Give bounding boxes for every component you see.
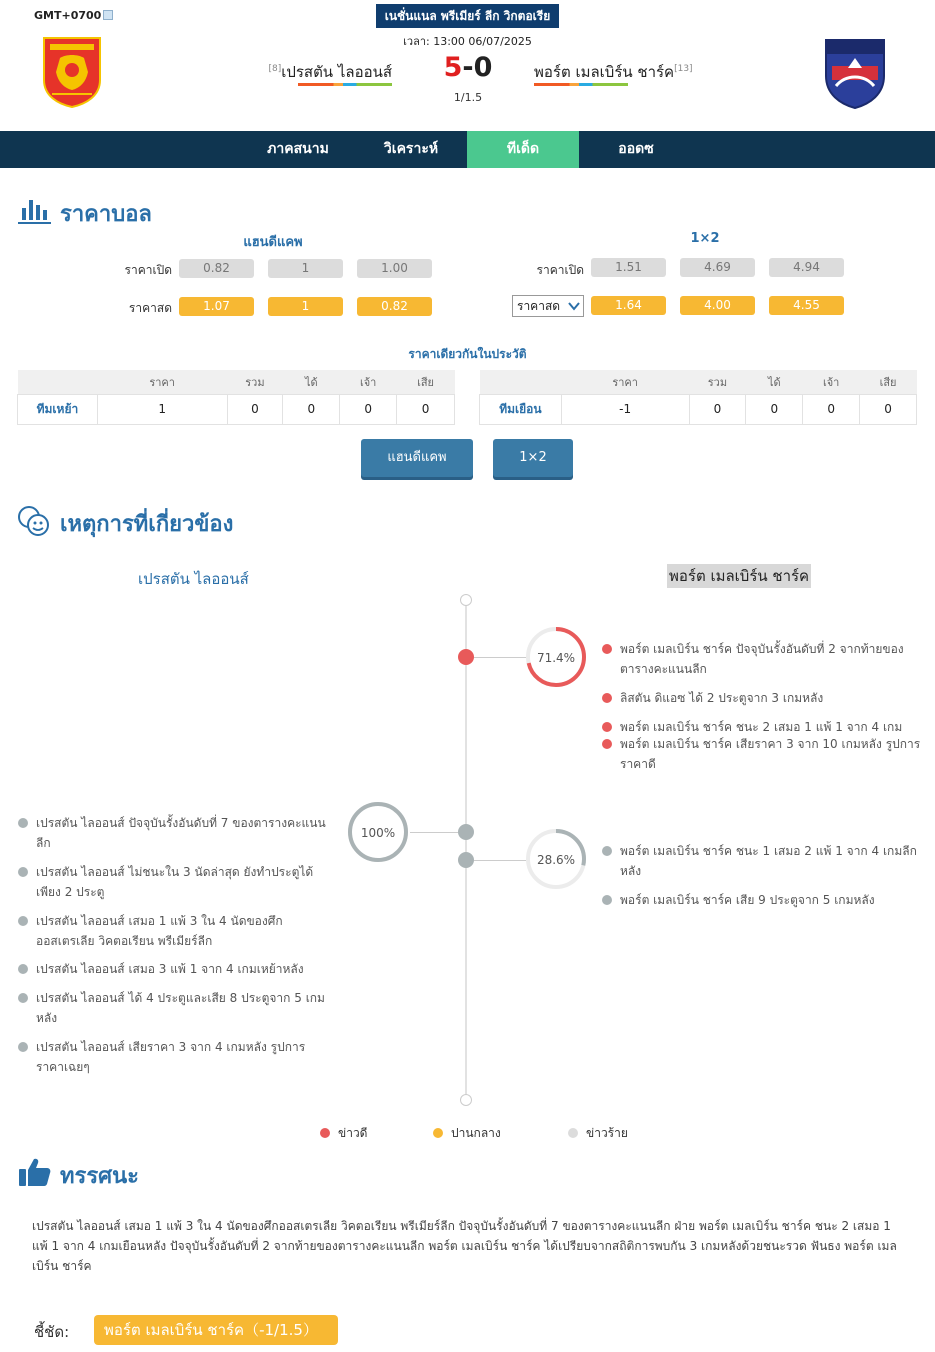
away-team-name[interactable]: พอร์ต เมลเบิร์น ชาร์ค[13] <box>534 63 693 81</box>
x12-live-draw: 4.00 <box>680 296 755 315</box>
x12-button[interactable]: 1×2 <box>493 439 573 477</box>
bad-news-dot <box>568 1128 578 1138</box>
bad-news-dot <box>18 818 28 828</box>
tab-analysis[interactable]: วิเคราะห์ <box>383 141 439 157</box>
history-header-loss: เสีย <box>860 370 917 394</box>
history-header-win: ได้ <box>746 370 803 394</box>
handicap-live-away: 0.82 <box>357 297 432 316</box>
history-cell: 1 <box>97 394 227 424</box>
calendar-icon[interactable] <box>103 10 113 20</box>
handicap-heading: แฮนดีแคพ <box>243 235 303 250</box>
history-header-win: ได้ <box>283 370 340 394</box>
history-cell: 0 <box>689 394 746 424</box>
connector-away-bad <box>474 860 526 861</box>
events-away-team: พอร์ต เมลเบิร์น ชาร์ค <box>667 564 811 588</box>
handicap-live-label: ราคาสด <box>128 301 172 315</box>
list-item: พอร์ต เมลเบิร์น ชาร์ค เสียราคา 3 จาก 10 เกมหลัง รูปการราคาดี <box>602 734 922 774</box>
x12-live-home: 1.64 <box>591 296 666 315</box>
history-header-draw: เจ้า <box>340 370 397 394</box>
history-cell: 0 <box>397 394 455 424</box>
bad-news-dot <box>18 867 28 877</box>
history-header-blank <box>18 370 98 394</box>
history-cell: 0 <box>283 394 340 424</box>
events-timeline <box>465 600 467 1100</box>
x12-heading: 1×2 <box>690 231 720 246</box>
history-title: ราคาเดียวกันในประวัติ <box>408 347 527 361</box>
handicap-open-line: 1 <box>268 259 343 278</box>
away-bad-gauge <box>525 828 587 890</box>
history-cell: 0 <box>746 394 803 424</box>
history-table-away <box>479 370 917 425</box>
good-news-dot <box>602 693 612 703</box>
history-header-blank <box>480 370 562 394</box>
bad-news-dot <box>18 916 28 926</box>
timeline-end <box>460 1094 472 1106</box>
handicap-open-label: ราคาเปิด <box>124 263 172 277</box>
main-nav <box>0 131 935 168</box>
away-bad-pct: 28.6% <box>536 853 576 867</box>
good-news-dot <box>602 739 612 749</box>
history-cell: -1 <box>561 394 689 424</box>
handicap-live-line: 1 <box>268 297 343 316</box>
home-bad-pct: 100% <box>360 826 396 840</box>
bad-news-dot <box>602 846 612 856</box>
timeline-start <box>460 594 472 606</box>
handicap-button[interactable]: แฮนดีแคพ <box>361 439 473 477</box>
list-item: พอร์ต เมลเบิร์น ชาร์ค ปัจจุบันรั้งอันดับที่ 2 จากท้ายของตารางคะแนนลีก <box>602 639 922 679</box>
handicap-open-away: 1.00 <box>357 259 432 278</box>
x12-open-away: 4.94 <box>769 258 844 277</box>
bad-news-dot <box>18 993 28 1003</box>
thumbs-up-icon <box>18 1156 52 1188</box>
tab-odds[interactable]: ออดซ <box>618 141 654 157</box>
bad-news-dot <box>602 895 612 905</box>
history-header-loss: เสีย <box>397 370 455 394</box>
good-news-dot <box>602 644 612 654</box>
connector-home-bad <box>410 832 458 833</box>
opinion-text: เปรสตัน ไลออนส์ เสมอ 1 แพ้ 3 ใน 4 นัดของศึกออสเตรเลีย วิคตอเรียน พรีเมียร์ลีก ปัจจุบันรั้งอันดับที่ 7 ของตารางคะแนนลีก ฝ่าย พอร์ต เมลเบิร์น ชาร์ค ชนะ 2 เสมอ 1 แพ้ 1 จาก 4 เกมเยือนหลัง ปัจจุบันรั้งอันดับที่ 2 จากท้ายของตารางคะแนนลีก พอร์ต เมลเบิร์น ชาร์ค ได้เปรียบจากสถิติการพบกัน 3 เกมหลังด้วยชนะรวด ฟันธง พอร์ต เมลเบิร์น ชาร์ค <box>32 1219 897 1273</box>
faces-icon <box>16 504 52 538</box>
home-bad-gauge <box>347 801 409 863</box>
history-header-total: รวม <box>689 370 746 394</box>
home-team-underline <box>298 83 392 86</box>
legend-neutral: ปานกลาง <box>433 1124 501 1143</box>
list-item: เปรสตัน ไลออนส์ เสมอ 3 แพ้ 1 จาก 4 เกมเหย้าหลัง <box>18 959 330 979</box>
bar-chart-icon <box>18 196 52 226</box>
legend-good: ข่าวดี <box>320 1124 367 1143</box>
tip-label: ชี้ชัด: <box>34 1323 70 1341</box>
list-item: เปรสตัน ไลออนส์ เสียราคา 3 จาก 4 เกมหลัง รูปการราคาเฉยๆ <box>18 1037 330 1077</box>
history-header-draw: เจ้า <box>803 370 860 394</box>
chevron-down-icon <box>568 300 580 312</box>
bad-news-dot <box>18 1042 28 1052</box>
home-team-name[interactable]: [8]เปรสตัน ไลออนส์ <box>268 63 392 81</box>
odds-type-select[interactable]: ราคาสด <box>512 295 584 317</box>
good-news-dot <box>320 1128 330 1138</box>
list-item: เปรสตัน ไลออนส์ ปัจจุบันรั้งอันดับที่ 7 ของตารางคะแนนลีก <box>18 813 330 853</box>
league-title: เนชั่นแนล พรีเมียร์ ลีก วิกตอเรีย <box>376 4 559 28</box>
list-item: ลิสตัน ดิแอซ ได้ 2 ประตูจาก 3 เกมหลัง <box>602 688 922 708</box>
match-score: 5-0 <box>443 52 493 83</box>
list-item: พอร์ต เมลเบิร์น ชาร์ค ชนะ 2 เสมอ 1 แพ้ 1 จาก 4 เกม <box>602 717 922 737</box>
bad-news-dot <box>18 964 28 974</box>
away-team-underline <box>534 83 628 86</box>
history-cell: 0 <box>227 394 283 424</box>
tip-value: พอร์ต เมลเบิร์น ชาร์ค（-1/1.5） <box>94 1315 338 1345</box>
list-item: เปรสตัน ไลออนส์ ไม่ชนะใน 3 นัดล่าสุด ยังทำประตูได้เพียง 2 ประตู <box>18 862 330 902</box>
legend-bad: ข่าวร้าย <box>568 1124 628 1143</box>
handicap-live-home: 1.07 <box>179 297 254 316</box>
history-table-home <box>17 370 455 425</box>
away-good-pct: 71.4% <box>536 651 576 665</box>
handicap-open-home: 0.82 <box>179 259 254 278</box>
kickoff-time: เวลา: 13:00 06/07/2025 <box>403 35 532 48</box>
history-header-price: ราคา <box>97 370 227 394</box>
list-item: เปรสตัน ไลออนส์ ได้ 4 ประตูและเสีย 8 ประตูจาก 5 เกมหลัง <box>18 988 330 1028</box>
neutral-news-dot <box>433 1128 443 1138</box>
x12-open-home: 1.51 <box>591 258 666 277</box>
away-good-gauge <box>525 626 587 688</box>
history-cell: 0 <box>860 394 917 424</box>
history-header-price: ราคา <box>561 370 689 394</box>
list-item: พอร์ต เมลเบิร์น ชาร์ค เสีย 9 ประตูจาก 5 เกมหลัง <box>602 890 922 910</box>
x12-live-away: 4.55 <box>769 296 844 315</box>
away-team-logo <box>822 36 888 110</box>
events-home-team: เปรสตัน ไลออนส์ <box>138 570 249 588</box>
history-cell: 0 <box>340 394 397 424</box>
timeline-node-away-bad <box>458 852 474 868</box>
table-row <box>18 394 455 424</box>
history-cell: 0 <box>803 394 860 424</box>
x12-open-label: ราคาเปิด <box>536 263 584 277</box>
match-handicap: 1/1.5 <box>453 91 483 104</box>
home-team-logo <box>42 36 102 108</box>
connector-away-good <box>474 657 526 658</box>
history-row-label: ทีมเหย้า <box>18 394 98 424</box>
table-row <box>480 394 917 424</box>
tab-field[interactable]: ภาคสนาม <box>267 141 329 157</box>
history-header-total: รวม <box>227 370 283 394</box>
list-item: พอร์ต เมลเบิร์น ชาร์ค ชนะ 1 เสมอ 2 แพ้ 1 จาก 4 เกมลีกหลัง <box>602 841 922 881</box>
timezone-label[interactable]: GMT+0700 <box>34 9 113 22</box>
history-row-label: ทีมเยือน <box>480 394 562 424</box>
timeline-node-away-good <box>458 649 474 665</box>
list-item: เปรสตัน ไลออนส์ เสมอ 1 แพ้ 3 ใน 4 นัดของศึกออสเตรเลีย วิคตอเรียน พรีเมียร์ลีก <box>18 911 330 951</box>
good-news-dot <box>602 722 612 732</box>
timeline-node-home-bad <box>458 824 474 840</box>
tab-tips[interactable]: ทีเด็ด <box>467 131 579 168</box>
x12-open-draw: 4.69 <box>680 258 755 277</box>
